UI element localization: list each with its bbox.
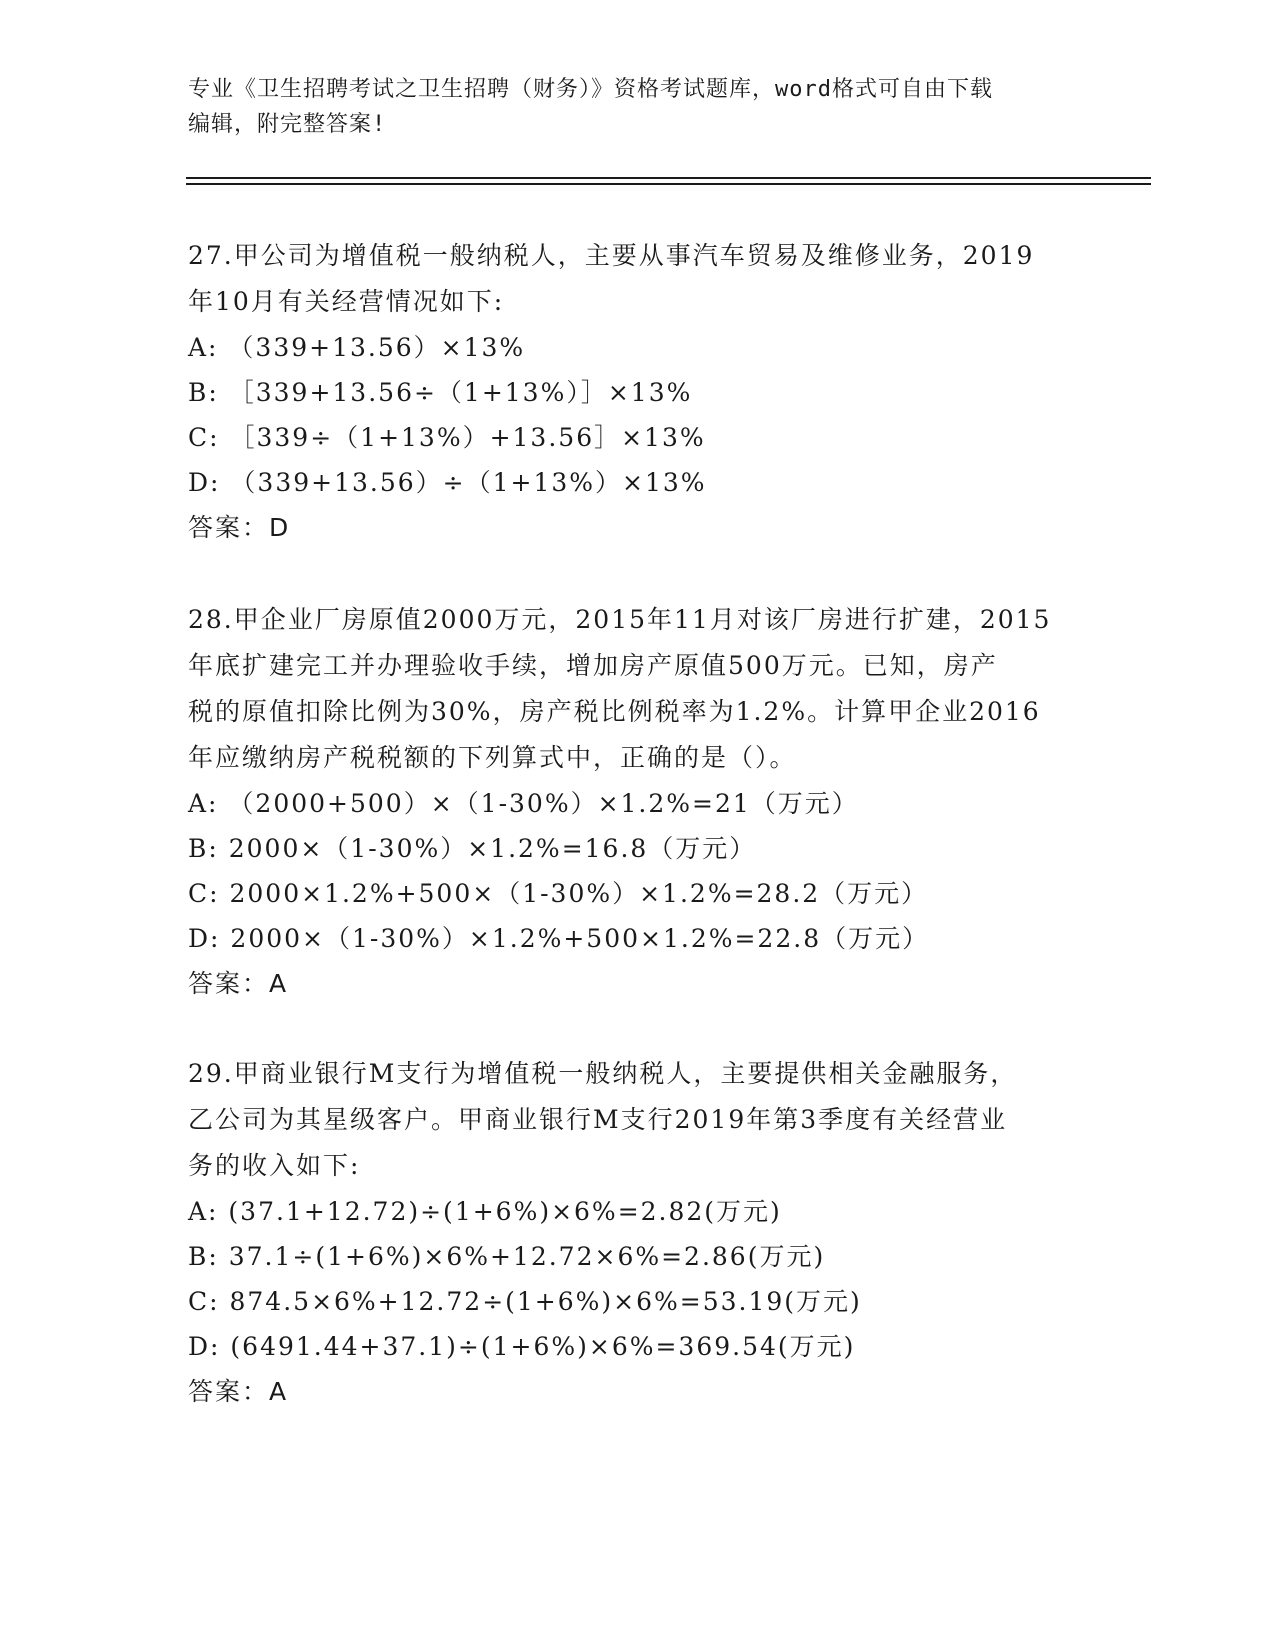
document-header — [188, 72, 1088, 142]
question-stem-line: 年10月有关经营情况如下: — [188, 287, 505, 316]
option-a: A: (37.1+12.72)÷(1+6%)×6%=2.82(万元) — [188, 1197, 782, 1226]
option-c: C: 874.5×6%+12.72÷(1+6%)×6%=53.19(万元) — [188, 1287, 862, 1316]
option-b: B: ［339+13.56÷（1+13%）］×13% — [188, 378, 693, 407]
option-a: A: （339+13.56）×13% — [188, 333, 526, 362]
option-d: D: (6491.44+37.1)÷(1+6%)×6%=369.54(万元) — [188, 1332, 856, 1361]
question-stem-line: 28.甲企业厂房原值2000万元，2015年11月对该厂房进行扩建，2015 — [188, 605, 1052, 634]
option-d: D: （339+13.56）÷（1+13%）×13% — [188, 468, 707, 497]
question-28 — [188, 597, 1088, 1007]
question-stem-line: 29.甲商业银行M支行为增值税一般纳税人，主要提供相关金融服务， — [188, 1059, 1018, 1088]
option-d: D: 2000×（1-30%）×1.2%+500×1.2%=22.8（万元） — [188, 924, 930, 953]
option-c: C: 2000×1.2%+500×（1-30%）×1.2%=28.2（万元） — [188, 879, 929, 908]
answer-line: 答案：D — [188, 513, 291, 542]
question-stem-line: 27.甲公司为增值税一般纳税人，主要从事汽车贸易及维修业务，2019 — [188, 241, 1035, 270]
question-stem-line: 年底扩建完工并办理验收手续，增加房产原值500万元。已知，房产 — [188, 651, 998, 680]
question-stem-line: 务的收入如下: — [188, 1151, 361, 1180]
question-stem-line: 乙公司为其星级客户。甲商业银行M支行2019年第3季度有关经营业 — [188, 1105, 1008, 1134]
question-29 — [188, 1051, 1088, 1415]
option-b: B: 2000×（1-30%）×1.2%=16.8（万元） — [188, 834, 757, 863]
option-c: C: ［339÷（1+13%）+13.56］×13% — [188, 423, 706, 452]
question-27 — [188, 233, 1088, 551]
option-a: A: （2000+500）×（1-30%）×1.2%=21（万元） — [188, 789, 859, 818]
question-stem-line: 税的原值扣除比例为30%，房产税比例税率为1.2%。计算甲企业2016 — [188, 697, 1041, 726]
header-divider-top — [186, 177, 1151, 179]
answer-line: 答案：A — [188, 1377, 289, 1406]
answer-line: 答案：A — [188, 969, 289, 998]
header-line-2: 编辑，附完整答案! — [188, 112, 387, 137]
header-line-1: 专业《卫生招聘考试之卫生招聘（财务）》资格考试题库，word格式可自由下载 — [188, 77, 993, 102]
header-divider-bottom — [186, 183, 1151, 185]
option-b: B: 37.1÷(1+6%)×6%+12.72×6%=2.86(万元) — [188, 1242, 826, 1271]
question-stem-line: 年应缴纳房产税税额的下列算式中，正确的是（）。 — [188, 743, 797, 772]
